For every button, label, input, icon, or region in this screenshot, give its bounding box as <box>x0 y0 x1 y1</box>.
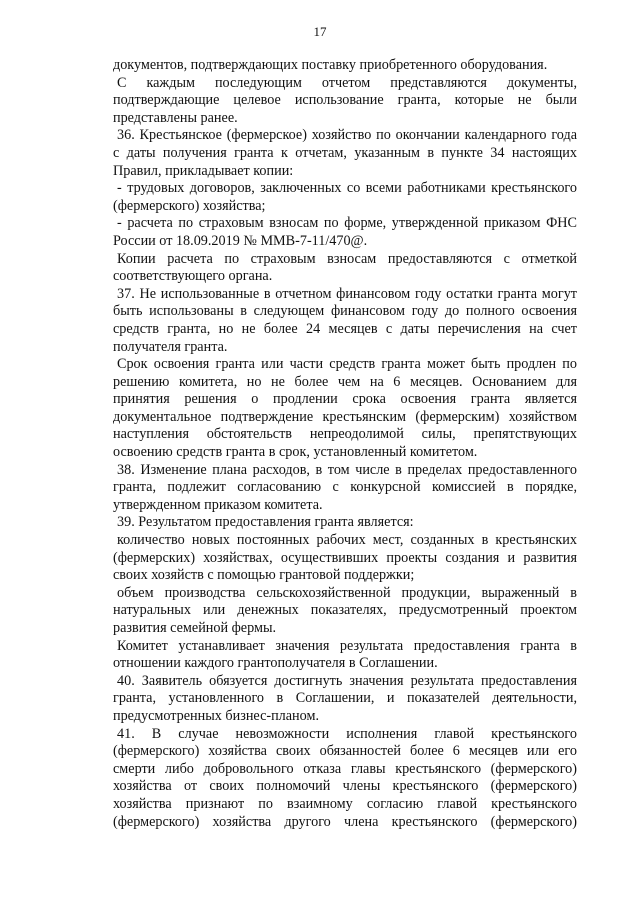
paragraph: Комитет устанавливает значения результата предоставления гранта в отношении каждого грантополучателя в Соглашении. <box>113 637 577 672</box>
paragraph: документов, подтверждающих поставку приобретенного оборудования. <box>113 57 548 73</box>
paragraph: объем производства сельскохозяйственной продукции, выраженный в натуральных или денежных показателях, предусмотренный проектом развития семейной фермы. <box>113 584 577 636</box>
paragraph: Копии расчета по страховым взносам предоставляются с отметкой соответствующего органа. <box>113 250 577 285</box>
paragraph-list-item: - расчета по страховым взносам по форме, утвержденной приказом ФНС России от 18.09.2019 № ММВ-7-11/470@. <box>113 215 577 249</box>
paragraph: С каждым последующим отчетом представляются документы, подтверждающие целевое использование гранта, которые не были представлены ранее. <box>113 74 577 126</box>
page-number: 17 <box>313 24 327 39</box>
paragraph: 39. Результатом предоставления гранта является: <box>117 514 414 531</box>
paragraph: 38. Изменение плана расходов, в том числе в пределах предоставленного гранта, подлежит согласованию с конкурсной комиссией в порядке, утвержденном приказом комитета. <box>113 461 577 513</box>
paragraph: количество новых постоянных рабочих мест, созданных в крестьянских (фермерских) хозяйствах, осуществивших проекты создания и развития своих хозяйств с помощью грантовой поддержки; <box>113 532 577 584</box>
paragraph: 41. В случае невозможности исполнения главой крестьянского (фермерского) хозяйства своих обязанностей более 6 месяцев или его смерти либо добровольного отказа главы крестьянского (фермерского) хозяйства от своих полномочий члены крестьянского (фермерского) хозяйства признают по взаимному согласию главой крестьянского (фермерского) хозяйства другого члена крестьянского (фермерского) <box>113 725 577 830</box>
paragraph: Срок освоения гранта или части средств гранта может быть продлен по решению комитета, но не более чем на 6 месяцев. Основанием для принятия решения о продлении срока освоения гранта является документальное подтверждение крестьянским (фермерским) хозяйством наступления обстоятельств непреодолимой силы, препятствующих освоению средств гранта в срок, установленный комитетом. <box>113 356 577 461</box>
paragraph: 36. Крестьянское (фермерское) хозяйство по окончании календарного года с даты получения гранта к отчетам, указанным в пункте 34 настоящих Правил, прикладывает копии: <box>113 127 577 179</box>
paragraph-list-item: - трудовых договоров, заключенных со всеми работниками крестьянского (фермерского) хозяйства; <box>113 180 577 214</box>
document-body <box>113 57 577 831</box>
paragraph: 40. Заявитель обязуется достигнуть значения результата предоставления гранта, установленного в Соглашении, и показателей деятельности, предусмотренных бизнес-планом. <box>113 672 577 724</box>
paragraph: 37. Не использованные в отчетном финансовом году остатки гранта могут быть использованы в следующем финансовом году до полного освоения средств гранта, но не более 24 месяцев с даты перечисления на счет получателя гранта. <box>113 285 577 355</box>
